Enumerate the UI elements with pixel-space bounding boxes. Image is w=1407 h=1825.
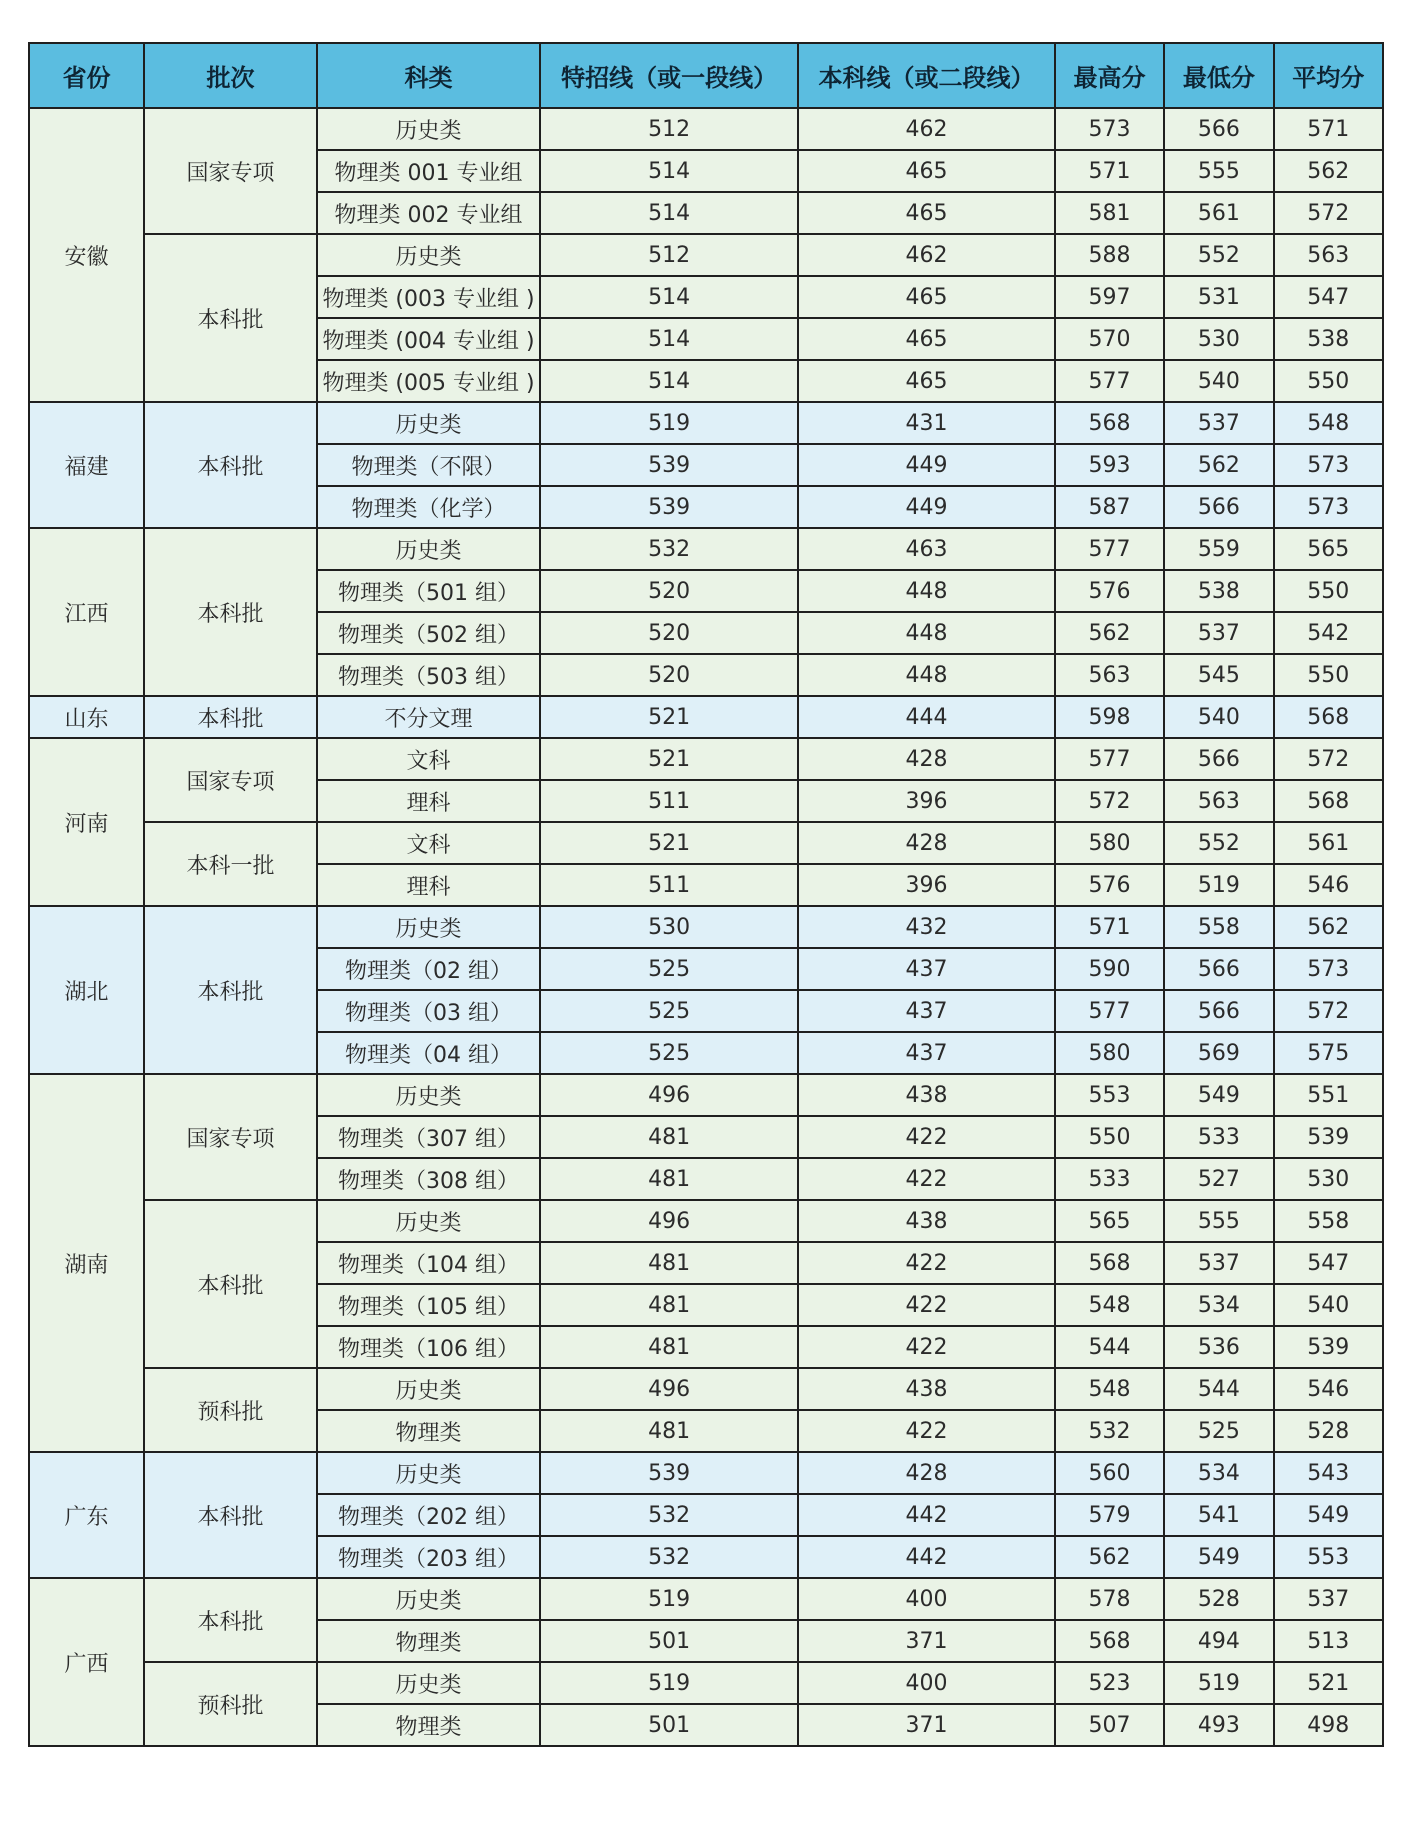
subject-cell: 物理类（307 组）	[317, 1116, 540, 1158]
undergrad-line-cell: 428	[798, 738, 1055, 780]
avg-score-cell: 572	[1274, 192, 1383, 234]
special-line-cell: 501	[540, 1704, 798, 1746]
undergrad-line-cell: 442	[798, 1536, 1055, 1578]
undergrad-line-cell: 438	[798, 1200, 1055, 1242]
avg-score-cell: 539	[1274, 1326, 1383, 1368]
table-row	[29, 696, 1383, 738]
subject-cell: 历史类	[317, 1368, 540, 1410]
min-score-cell: 552	[1164, 234, 1273, 276]
special-line-cell: 539	[540, 444, 798, 486]
max-score-cell: 576	[1055, 570, 1164, 612]
subject-cell: 物理类（不限）	[317, 444, 540, 486]
table-row	[29, 1578, 1383, 1620]
header-max-score: 最高分	[1055, 43, 1164, 108]
min-score-cell: 555	[1164, 150, 1273, 192]
min-score-cell: 540	[1164, 696, 1273, 738]
batch-cell: 预科批	[144, 1368, 317, 1452]
undergrad-line-cell: 444	[798, 696, 1055, 738]
special-line-cell: 514	[540, 318, 798, 360]
min-score-cell: 540	[1164, 360, 1273, 402]
min-score-cell: 561	[1164, 192, 1273, 234]
avg-score-cell: 538	[1274, 318, 1383, 360]
min-score-cell: 566	[1164, 486, 1273, 528]
avg-score-cell: 547	[1274, 1242, 1383, 1284]
max-score-cell: 573	[1055, 108, 1164, 150]
min-score-cell: 525	[1164, 1410, 1273, 1452]
min-score-cell: 562	[1164, 444, 1273, 486]
special-line-cell: 496	[540, 1074, 798, 1116]
avg-score-cell: 521	[1274, 1662, 1383, 1704]
max-score-cell: 562	[1055, 612, 1164, 654]
undergrad-line-cell: 465	[798, 360, 1055, 402]
avg-score-cell: 513	[1274, 1620, 1383, 1662]
batch-cell: 本科批	[144, 1452, 317, 1578]
avg-score-cell: 530	[1274, 1158, 1383, 1200]
min-score-cell: 537	[1164, 1242, 1273, 1284]
province-cell: 广东	[29, 1452, 144, 1578]
subject-cell: 物理类	[317, 1704, 540, 1746]
special-line-cell: 511	[540, 780, 798, 822]
special-line-cell: 514	[540, 150, 798, 192]
avg-score-cell: 548	[1274, 402, 1383, 444]
avg-score-cell: 568	[1274, 780, 1383, 822]
province-cell: 福建	[29, 402, 144, 528]
special-line-cell: 514	[540, 360, 798, 402]
special-line-cell: 539	[540, 1452, 798, 1494]
score-table-container	[28, 42, 1384, 1747]
undergrad-line-cell: 462	[798, 234, 1055, 276]
special-line-cell: 481	[540, 1326, 798, 1368]
avg-score-cell: 562	[1274, 150, 1383, 192]
subject-cell: 历史类	[317, 1578, 540, 1620]
special-line-cell: 481	[540, 1284, 798, 1326]
subject-cell: 物理类 (005 专业组 )	[317, 360, 540, 402]
table-row	[29, 1074, 1383, 1116]
undergrad-line-cell: 437	[798, 990, 1055, 1032]
avg-score-cell: 553	[1274, 1536, 1383, 1578]
special-line-cell: 525	[540, 948, 798, 990]
subject-cell: 历史类	[317, 402, 540, 444]
avg-score-cell: 528	[1274, 1410, 1383, 1452]
undergrad-line-cell: 432	[798, 906, 1055, 948]
special-line-cell: 496	[540, 1200, 798, 1242]
subject-cell: 物理类（04 组）	[317, 1032, 540, 1074]
special-line-cell: 525	[540, 990, 798, 1032]
batch-cell: 本科批	[144, 528, 317, 696]
max-score-cell: 532	[1055, 1410, 1164, 1452]
special-line-cell: 532	[540, 1536, 798, 1578]
special-line-cell: 514	[540, 192, 798, 234]
special-line-cell: 512	[540, 108, 798, 150]
min-score-cell: 519	[1164, 864, 1273, 906]
subject-cell: 物理类（308 组）	[317, 1158, 540, 1200]
subject-cell: 物理类（104 组）	[317, 1242, 540, 1284]
max-score-cell: 580	[1055, 1032, 1164, 1074]
max-score-cell: 571	[1055, 906, 1164, 948]
undergrad-line-cell: 422	[798, 1242, 1055, 1284]
subject-cell: 不分文理	[317, 696, 540, 738]
special-line-cell: 520	[540, 654, 798, 696]
province-cell: 河南	[29, 738, 144, 906]
undergrad-line-cell: 438	[798, 1368, 1055, 1410]
min-score-cell: 536	[1164, 1326, 1273, 1368]
min-score-cell: 533	[1164, 1116, 1273, 1158]
undergrad-line-cell: 371	[798, 1704, 1055, 1746]
avg-score-cell: 546	[1274, 864, 1383, 906]
max-score-cell: 568	[1055, 402, 1164, 444]
max-score-cell: 578	[1055, 1578, 1164, 1620]
avg-score-cell: 540	[1274, 1284, 1383, 1326]
special-line-cell: 521	[540, 822, 798, 864]
subject-cell: 物理类（105 组）	[317, 1284, 540, 1326]
avg-score-cell: 572	[1274, 738, 1383, 780]
subject-cell: 历史类	[317, 234, 540, 276]
avg-score-cell: 551	[1274, 1074, 1383, 1116]
max-score-cell: 590	[1055, 948, 1164, 990]
table-row	[29, 108, 1383, 150]
batch-cell: 本科批	[144, 234, 317, 402]
avg-score-cell: 565	[1274, 528, 1383, 570]
min-score-cell: 519	[1164, 1662, 1273, 1704]
avg-score-cell: 575	[1274, 1032, 1383, 1074]
undergrad-line-cell: 449	[798, 444, 1055, 486]
undergrad-line-cell: 422	[798, 1116, 1055, 1158]
subject-cell: 理科	[317, 864, 540, 906]
undergrad-line-cell: 465	[798, 318, 1055, 360]
special-line-cell: 519	[540, 1662, 798, 1704]
subject-cell: 历史类	[317, 1452, 540, 1494]
min-score-cell: 549	[1164, 1536, 1273, 1578]
undergrad-line-cell: 422	[798, 1158, 1055, 1200]
max-score-cell: 572	[1055, 780, 1164, 822]
max-score-cell: 577	[1055, 738, 1164, 780]
batch-cell: 本科批	[144, 402, 317, 528]
table-row	[29, 1368, 1383, 1410]
avg-score-cell: 571	[1274, 108, 1383, 150]
undergrad-line-cell: 442	[798, 1494, 1055, 1536]
max-score-cell: 577	[1055, 360, 1164, 402]
header-province: 省份	[29, 43, 144, 108]
province-cell: 湖南	[29, 1074, 144, 1452]
avg-score-cell: 547	[1274, 276, 1383, 318]
min-score-cell: 559	[1164, 528, 1273, 570]
batch-cell: 国家专项	[144, 738, 317, 822]
header-undergrad-line: 本科线（或二段线）	[798, 43, 1055, 108]
subject-cell: 物理类（503 组）	[317, 654, 540, 696]
header-row	[29, 43, 1383, 108]
min-score-cell: 541	[1164, 1494, 1273, 1536]
avg-score-cell: 550	[1274, 654, 1383, 696]
table-row	[29, 1452, 1383, 1494]
subject-cell: 物理类 002 专业组	[317, 192, 540, 234]
subject-cell: 历史类	[317, 1074, 540, 1116]
undergrad-line-cell: 465	[798, 150, 1055, 192]
undergrad-line-cell: 449	[798, 486, 1055, 528]
batch-cell: 国家专项	[144, 1074, 317, 1200]
table-row	[29, 234, 1383, 276]
header-min-score: 最低分	[1164, 43, 1273, 108]
max-score-cell: 563	[1055, 654, 1164, 696]
avg-score-cell: 542	[1274, 612, 1383, 654]
max-score-cell: 548	[1055, 1284, 1164, 1326]
subject-cell: 物理类（02 组）	[317, 948, 540, 990]
subject-cell: 文科	[317, 738, 540, 780]
subject-cell: 物理类（03 组）	[317, 990, 540, 1032]
batch-cell: 国家专项	[144, 108, 317, 234]
max-score-cell: 598	[1055, 696, 1164, 738]
special-line-cell: 520	[540, 612, 798, 654]
avg-score-cell: 549	[1274, 1494, 1383, 1536]
undergrad-line-cell: 462	[798, 108, 1055, 150]
subject-cell: 物理类	[317, 1620, 540, 1662]
special-line-cell: 525	[540, 1032, 798, 1074]
avg-score-cell: 498	[1274, 1704, 1383, 1746]
undergrad-line-cell: 428	[798, 1452, 1055, 1494]
subject-cell: 物理类（106 组）	[317, 1326, 540, 1368]
min-score-cell: 530	[1164, 318, 1273, 360]
min-score-cell: 555	[1164, 1200, 1273, 1242]
min-score-cell: 566	[1164, 990, 1273, 1032]
avg-score-cell: 573	[1274, 948, 1383, 990]
undergrad-line-cell: 400	[798, 1662, 1055, 1704]
avg-score-cell: 550	[1274, 360, 1383, 402]
subject-cell: 物理类（202 组）	[317, 1494, 540, 1536]
special-line-cell: 530	[540, 906, 798, 948]
subject-cell: 历史类	[317, 108, 540, 150]
max-score-cell: 565	[1055, 1200, 1164, 1242]
avg-score-cell: 546	[1274, 1368, 1383, 1410]
max-score-cell: 544	[1055, 1326, 1164, 1368]
subject-cell: 文科	[317, 822, 540, 864]
batch-cell: 本科批	[144, 1200, 317, 1368]
undergrad-line-cell: 396	[798, 864, 1055, 906]
subject-cell: 物理类（502 组）	[317, 612, 540, 654]
special-line-cell: 520	[540, 570, 798, 612]
avg-score-cell: 572	[1274, 990, 1383, 1032]
min-score-cell: 534	[1164, 1452, 1273, 1494]
max-score-cell: 523	[1055, 1662, 1164, 1704]
batch-cell: 本科批	[144, 906, 317, 1074]
min-score-cell: 566	[1164, 738, 1273, 780]
subject-cell: 物理类	[317, 1410, 540, 1452]
min-score-cell: 538	[1164, 570, 1273, 612]
min-score-cell: 566	[1164, 948, 1273, 990]
special-line-cell: 481	[540, 1116, 798, 1158]
max-score-cell: 550	[1055, 1116, 1164, 1158]
undergrad-line-cell: 438	[798, 1074, 1055, 1116]
batch-cell: 本科批	[144, 1578, 317, 1662]
special-line-cell: 496	[540, 1368, 798, 1410]
province-cell: 广西	[29, 1578, 144, 1746]
subject-cell: 物理类（化学）	[317, 486, 540, 528]
subject-cell: 历史类	[317, 1662, 540, 1704]
min-score-cell: 528	[1164, 1578, 1273, 1620]
min-score-cell: 566	[1164, 108, 1273, 150]
special-line-cell: 501	[540, 1620, 798, 1662]
min-score-cell: 493	[1164, 1704, 1273, 1746]
undergrad-line-cell: 422	[798, 1284, 1055, 1326]
max-score-cell: 588	[1055, 234, 1164, 276]
max-score-cell: 577	[1055, 990, 1164, 1032]
undergrad-line-cell: 448	[798, 570, 1055, 612]
special-line-cell: 481	[540, 1410, 798, 1452]
table-row	[29, 402, 1383, 444]
table-row	[29, 528, 1383, 570]
avg-score-cell: 539	[1274, 1116, 1383, 1158]
header-batch: 批次	[144, 43, 317, 108]
max-score-cell: 533	[1055, 1158, 1164, 1200]
special-line-cell: 532	[540, 528, 798, 570]
header-avg-score: 平均分	[1274, 43, 1383, 108]
special-line-cell: 519	[540, 1578, 798, 1620]
subject-cell: 历史类	[317, 906, 540, 948]
max-score-cell: 576	[1055, 864, 1164, 906]
max-score-cell: 568	[1055, 1620, 1164, 1662]
max-score-cell: 593	[1055, 444, 1164, 486]
subject-cell: 历史类	[317, 528, 540, 570]
province-cell: 江西	[29, 528, 144, 696]
header-subject: 科类	[317, 43, 540, 108]
undergrad-line-cell: 465	[798, 276, 1055, 318]
min-score-cell: 549	[1164, 1074, 1273, 1116]
max-score-cell: 562	[1055, 1536, 1164, 1578]
special-line-cell: 481	[540, 1158, 798, 1200]
special-line-cell: 539	[540, 486, 798, 528]
table-row	[29, 822, 1383, 864]
table-body	[29, 108, 1383, 1746]
undergrad-line-cell: 448	[798, 612, 1055, 654]
avg-score-cell: 573	[1274, 486, 1383, 528]
max-score-cell: 553	[1055, 1074, 1164, 1116]
batch-cell: 本科一批	[144, 822, 317, 906]
min-score-cell: 537	[1164, 612, 1273, 654]
max-score-cell: 597	[1055, 276, 1164, 318]
min-score-cell: 545	[1164, 654, 1273, 696]
subject-cell: 物理类（501 组）	[317, 570, 540, 612]
avg-score-cell: 563	[1274, 234, 1383, 276]
undergrad-line-cell: 463	[798, 528, 1055, 570]
max-score-cell: 579	[1055, 1494, 1164, 1536]
max-score-cell: 581	[1055, 192, 1164, 234]
undergrad-line-cell: 422	[798, 1326, 1055, 1368]
max-score-cell: 587	[1055, 486, 1164, 528]
undergrad-line-cell: 396	[798, 780, 1055, 822]
avg-score-cell: 543	[1274, 1452, 1383, 1494]
special-line-cell: 532	[540, 1494, 798, 1536]
undergrad-line-cell: 465	[798, 192, 1055, 234]
special-line-cell: 511	[540, 864, 798, 906]
province-cell: 湖北	[29, 906, 144, 1074]
undergrad-line-cell: 428	[798, 822, 1055, 864]
undergrad-line-cell: 400	[798, 1578, 1055, 1620]
subject-cell: 物理类（203 组）	[317, 1536, 540, 1578]
province-cell: 山东	[29, 696, 144, 738]
max-score-cell: 507	[1055, 1704, 1164, 1746]
undergrad-line-cell: 448	[798, 654, 1055, 696]
avg-score-cell: 568	[1274, 696, 1383, 738]
subject-cell: 物理类 (003 专业组 )	[317, 276, 540, 318]
table-row	[29, 906, 1383, 948]
max-score-cell: 571	[1055, 150, 1164, 192]
special-line-cell: 514	[540, 276, 798, 318]
min-score-cell: 494	[1164, 1620, 1273, 1662]
special-line-cell: 481	[540, 1242, 798, 1284]
max-score-cell: 560	[1055, 1452, 1164, 1494]
avg-score-cell: 550	[1274, 570, 1383, 612]
table-row	[29, 1662, 1383, 1704]
min-score-cell: 534	[1164, 1284, 1273, 1326]
admission-score-table	[28, 42, 1384, 1747]
max-score-cell: 570	[1055, 318, 1164, 360]
max-score-cell: 548	[1055, 1368, 1164, 1410]
special-line-cell: 521	[540, 738, 798, 780]
max-score-cell: 577	[1055, 528, 1164, 570]
avg-score-cell: 561	[1274, 822, 1383, 864]
subject-cell: 历史类	[317, 1200, 540, 1242]
special-line-cell: 519	[540, 402, 798, 444]
max-score-cell: 580	[1055, 822, 1164, 864]
avg-score-cell: 573	[1274, 444, 1383, 486]
min-score-cell: 563	[1164, 780, 1273, 822]
avg-score-cell: 537	[1274, 1578, 1383, 1620]
batch-cell: 预科批	[144, 1662, 317, 1746]
min-score-cell: 544	[1164, 1368, 1273, 1410]
min-score-cell: 552	[1164, 822, 1273, 864]
min-score-cell: 537	[1164, 402, 1273, 444]
subject-cell: 物理类 001 专业组	[317, 150, 540, 192]
table-row	[29, 1200, 1383, 1242]
avg-score-cell: 558	[1274, 1200, 1383, 1242]
undergrad-line-cell: 422	[798, 1410, 1055, 1452]
province-cell: 安徽	[29, 108, 144, 402]
undergrad-line-cell: 437	[798, 1032, 1055, 1074]
min-score-cell: 558	[1164, 906, 1273, 948]
special-line-cell: 521	[540, 696, 798, 738]
undergrad-line-cell: 371	[798, 1620, 1055, 1662]
max-score-cell: 568	[1055, 1242, 1164, 1284]
undergrad-line-cell: 437	[798, 948, 1055, 990]
min-score-cell: 569	[1164, 1032, 1273, 1074]
table-row	[29, 738, 1383, 780]
min-score-cell: 531	[1164, 276, 1273, 318]
subject-cell: 理科	[317, 780, 540, 822]
min-score-cell: 527	[1164, 1158, 1273, 1200]
avg-score-cell: 562	[1274, 906, 1383, 948]
undergrad-line-cell: 431	[798, 402, 1055, 444]
batch-cell: 本科批	[144, 696, 317, 738]
special-line-cell: 512	[540, 234, 798, 276]
subject-cell: 物理类 (004 专业组 )	[317, 318, 540, 360]
header-special-line: 特招线（或一段线）	[540, 43, 798, 108]
